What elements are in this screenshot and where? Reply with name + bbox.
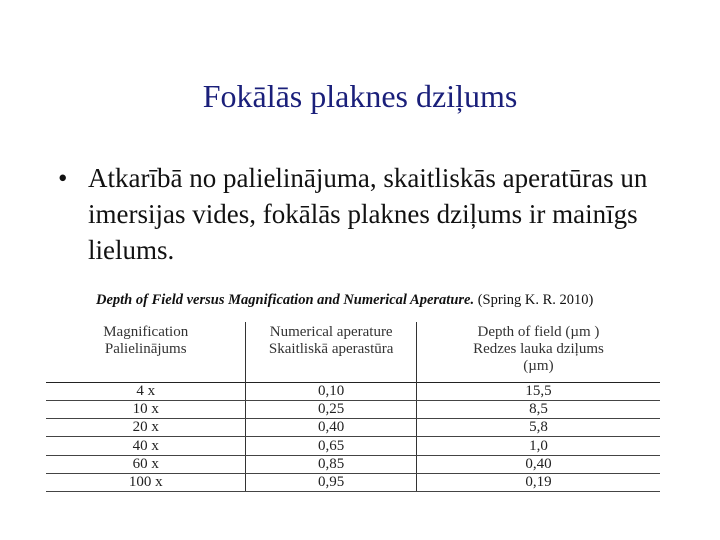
- cell-aperture: 0,10: [246, 382, 416, 400]
- cell-depth: 0,19: [416, 473, 660, 491]
- header-magnification: [46, 322, 246, 382]
- header-line: Palielinājums: [104, 341, 187, 357]
- bullet-symbol: •: [58, 163, 68, 193]
- table-row: [46, 437, 660, 455]
- header-line: (µm): [523, 358, 554, 374]
- cell-depth: 0,40: [416, 455, 660, 473]
- table-body: [46, 382, 660, 492]
- slide-title: Fokālās plaknes dziļums: [202, 78, 518, 114]
- data-table-container: [46, 322, 660, 492]
- cell-magnification: 60 x: [46, 455, 246, 473]
- cell-aperture: 0,25: [246, 400, 416, 418]
- cell-magnification: 100 x: [46, 473, 246, 491]
- bullet-point: [58, 160, 658, 268]
- cell-magnification: 40 x: [46, 437, 246, 455]
- table-row: [46, 455, 660, 473]
- header-numerical-aperture: [246, 322, 416, 382]
- cell-aperture: 0,40: [246, 419, 416, 437]
- header-depth-of-field: [416, 322, 660, 382]
- header-line: Magnification: [103, 324, 189, 340]
- header-line: Redzes lauka dziļums: [473, 341, 604, 357]
- cell-magnification: 20 x: [46, 419, 246, 437]
- table-row: [46, 400, 660, 418]
- cell-magnification: 10 x: [46, 400, 246, 418]
- table-header-row: [46, 322, 660, 382]
- table-row: [46, 473, 660, 491]
- table-header: [46, 322, 660, 382]
- cell-depth: 1,0: [416, 437, 660, 455]
- cell-magnification: 4 x: [46, 382, 246, 400]
- header-line: Skaitliskā aperastūra: [268, 341, 394, 357]
- cell-depth: 5,8: [416, 419, 660, 437]
- table-caption: [96, 292, 696, 309]
- cell-depth: 15,5: [416, 382, 660, 400]
- bullet-text: Atkarībā no palielinājuma, skaitliskās aperatūras un imersijas vides, fokālās plaknes dziļums ir mainīgs lielums.: [88, 163, 648, 265]
- table-row: [46, 382, 660, 400]
- table-caption-title: Depth of Field versus Magnification and Numerical Aperature.: [96, 292, 475, 308]
- table-row: [46, 419, 660, 437]
- cell-depth: 8,5: [416, 400, 660, 418]
- cell-aperture: 0,95: [246, 473, 416, 491]
- table-caption-reference: (Spring K. R. 2010): [477, 292, 594, 308]
- cell-aperture: 0,65: [246, 437, 416, 455]
- data-table: [46, 322, 660, 492]
- cell-aperture: 0,85: [246, 455, 416, 473]
- header-line: Depth of field (µm ): [477, 324, 600, 340]
- header-line: Numerical aperature: [269, 324, 393, 340]
